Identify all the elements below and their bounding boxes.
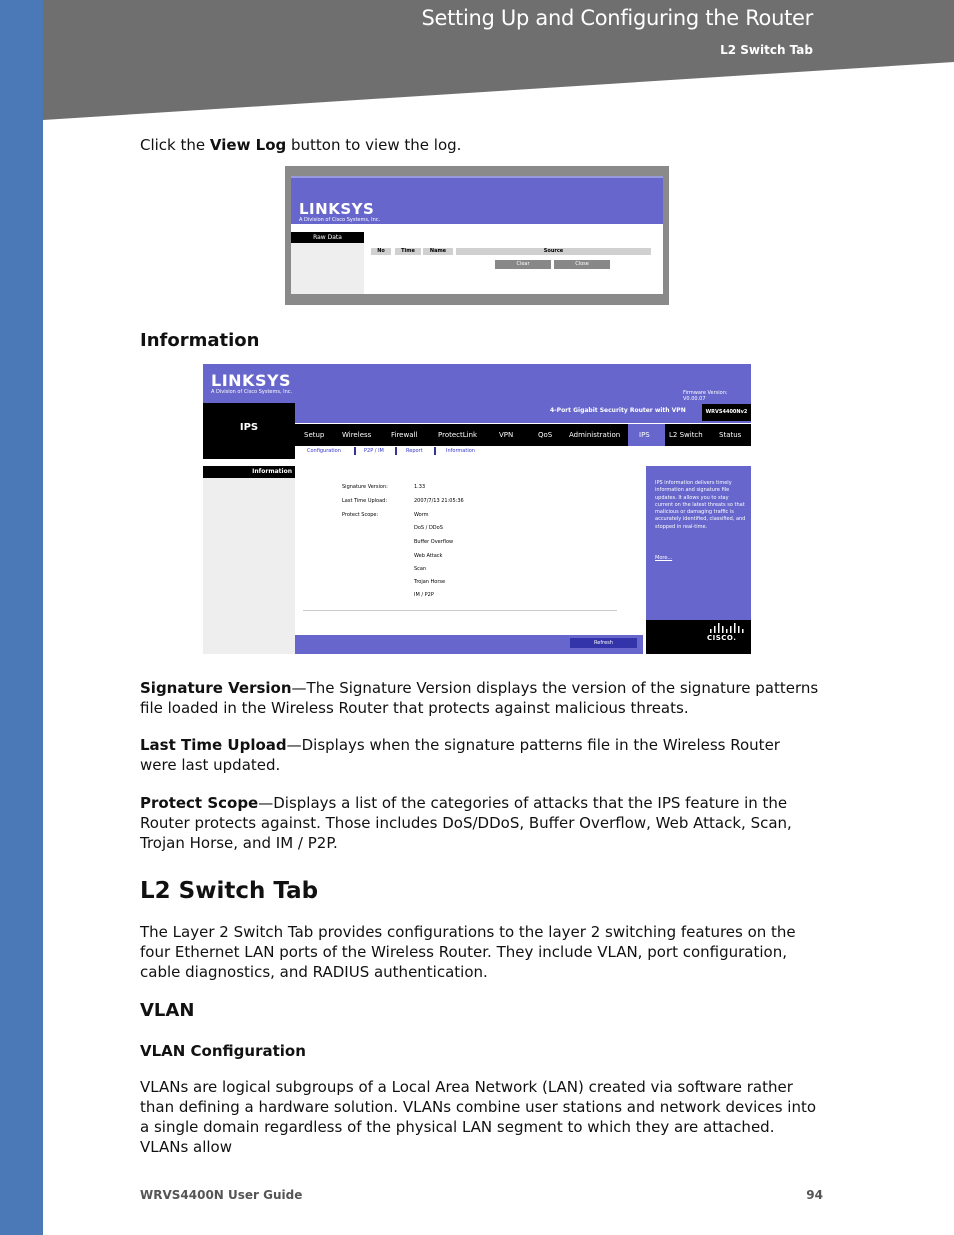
scope-item: Buffer Overflow (414, 539, 454, 545)
scope-item: IM / P2P (414, 592, 434, 598)
subnav-information[interactable]: Information (446, 448, 475, 454)
last-upload-term: Last Time Upload (140, 736, 287, 754)
intro-prefix: Click the (140, 136, 210, 154)
nav-protectlink[interactable]: ProtectLink (438, 431, 478, 439)
model-badge: WRVS4400Nv2 (702, 404, 751, 421)
protect-scope-term: Protect Scope (140, 794, 259, 812)
header-title: Setting Up and Configuring the Router (421, 6, 813, 30)
signature-version-value: 1.33 (414, 484, 426, 490)
subnav-separator (354, 447, 356, 455)
scope-item: Web Attack (414, 553, 443, 559)
nav-vpn[interactable]: VPN (499, 431, 514, 439)
router-left-column (203, 466, 295, 654)
column-source: Source (456, 248, 651, 255)
linksys-logo-sub: A Division of Cisco Systems, Inc. (299, 217, 381, 223)
content-divider (303, 610, 617, 611)
nav-l2-switch[interactable]: L2 Switch (669, 431, 703, 439)
log-viewer-window (291, 176, 663, 294)
last-upload-value: 2007/7/13 21:05:36 (414, 498, 464, 504)
vlan-configuration-heading: VLAN Configuration (140, 1042, 306, 1060)
last-upload-desc: —Displays when the signature patterns file in the Wireless Router were last updated. (140, 736, 780, 774)
protect-scope-desc: —Displays a list of the categories of attacks that the IPS feature in the Router protects against. Those includes DoS/DDoS, Buffer Overflow, Web Attack, Scan, Trojan Horse, and IM / P2P. (140, 794, 792, 852)
product-name: 4-Port Gigabit Security Router with VPN (550, 407, 686, 414)
protect-scope-label: Protect Scope: (342, 512, 379, 518)
signature-version-desc: —The Signature Version displays the version of the signature patterns file loaded in the Wireless Router that protects against malicious threats. (140, 679, 819, 717)
intro-bold: View Log (209, 136, 287, 154)
scope-item: Worm (414, 512, 429, 518)
close-button[interactable]: Close (554, 260, 610, 269)
intro-suffix: button to view the log. (286, 136, 462, 154)
l2-switch-paragraph: The Layer 2 Switch Tab provides configurations to the layer 2 switching features on the four Ethernet LAN ports of the Wireless Router. They include VLAN, port configuration, cable diagnostics, and RADIUS authentication. (140, 923, 796, 981)
subnav-p2p-im[interactable]: P2P / IM (364, 448, 384, 454)
section-title: IPS (239, 422, 259, 433)
nav-qos[interactable]: QoS (538, 431, 553, 439)
router-information-screenshot (203, 364, 751, 654)
column-time: Time (395, 248, 421, 255)
cisco-wordmark: CISCO. (707, 634, 737, 642)
protect-scope-paragraph (140, 793, 820, 853)
l2-switch-heading: L2 Switch Tab (140, 878, 319, 904)
nav-setup[interactable]: Setup (304, 431, 325, 439)
subnav-report[interactable]: Report (406, 448, 423, 454)
side-bar (0, 0, 43, 1235)
information-heading: Information (140, 330, 260, 351)
nav-ips[interactable]: IPS (639, 431, 650, 439)
scope-item: Trojan Horse (414, 579, 446, 585)
linksys-logo: LINKSYS (299, 200, 375, 218)
clear-button[interactable]: Clear (495, 260, 551, 269)
refresh-button[interactable]: Refresh (570, 638, 637, 648)
column-no: No (371, 248, 391, 255)
nav-wireless[interactable]: Wireless (342, 431, 372, 439)
subnav-separator (434, 447, 436, 455)
footer-guide-title: WRVS4400N User Guide (140, 1188, 303, 1202)
footer-page-number: 94 (806, 1188, 823, 1202)
last-upload-paragraph (140, 735, 820, 775)
nav-status[interactable]: Status (719, 431, 742, 439)
subnav-configuration[interactable]: Configuration (307, 448, 341, 454)
nav-firewall[interactable]: Firewall (391, 431, 418, 439)
scope-item: Scan (414, 566, 427, 572)
more-link[interactable]: More... (655, 555, 673, 561)
scope-item: DoS / DDoS (414, 525, 443, 531)
help-text: IPS information delivers timely information and signature file updates. It allows you to stay current on the latest threats so that malicious or damaging traffic is accurately identified, classified, and stopped in real-time. (655, 480, 746, 530)
firmware-version: Firmware Version: V0.00.07 (683, 390, 728, 402)
header-subtitle: L2 Switch Tab (720, 43, 813, 57)
raw-data-label: Raw Data (291, 232, 364, 243)
nav-administration[interactable]: Administration (569, 431, 621, 439)
intro-paragraph (140, 135, 820, 155)
router-linksys-logo: LINKSYS (211, 371, 292, 390)
subnav-separator (395, 447, 397, 455)
signature-version-label: Signature Version: (342, 484, 388, 490)
column-name: Name (423, 248, 453, 255)
router-linksys-logo-sub: A Division of Cisco Systems, Inc. (211, 389, 293, 395)
vlan-paragraph: VLANs are logical subgroups of a Local Area Network (LAN) created via software rather than defining a hardware solution. VLANs combine user stations and network devices into a single domain regardless of the physical LAN segment to which they are attached. VLANs allow (140, 1078, 817, 1156)
signature-version-paragraph (140, 678, 820, 718)
last-upload-label: Last Time Upload: (342, 498, 388, 504)
vlan-heading: VLAN (140, 1000, 195, 1021)
left-column-label: Information (203, 466, 295, 478)
signature-version-term: Signature Version (140, 679, 292, 697)
log-viewer-screenshot (285, 166, 669, 305)
